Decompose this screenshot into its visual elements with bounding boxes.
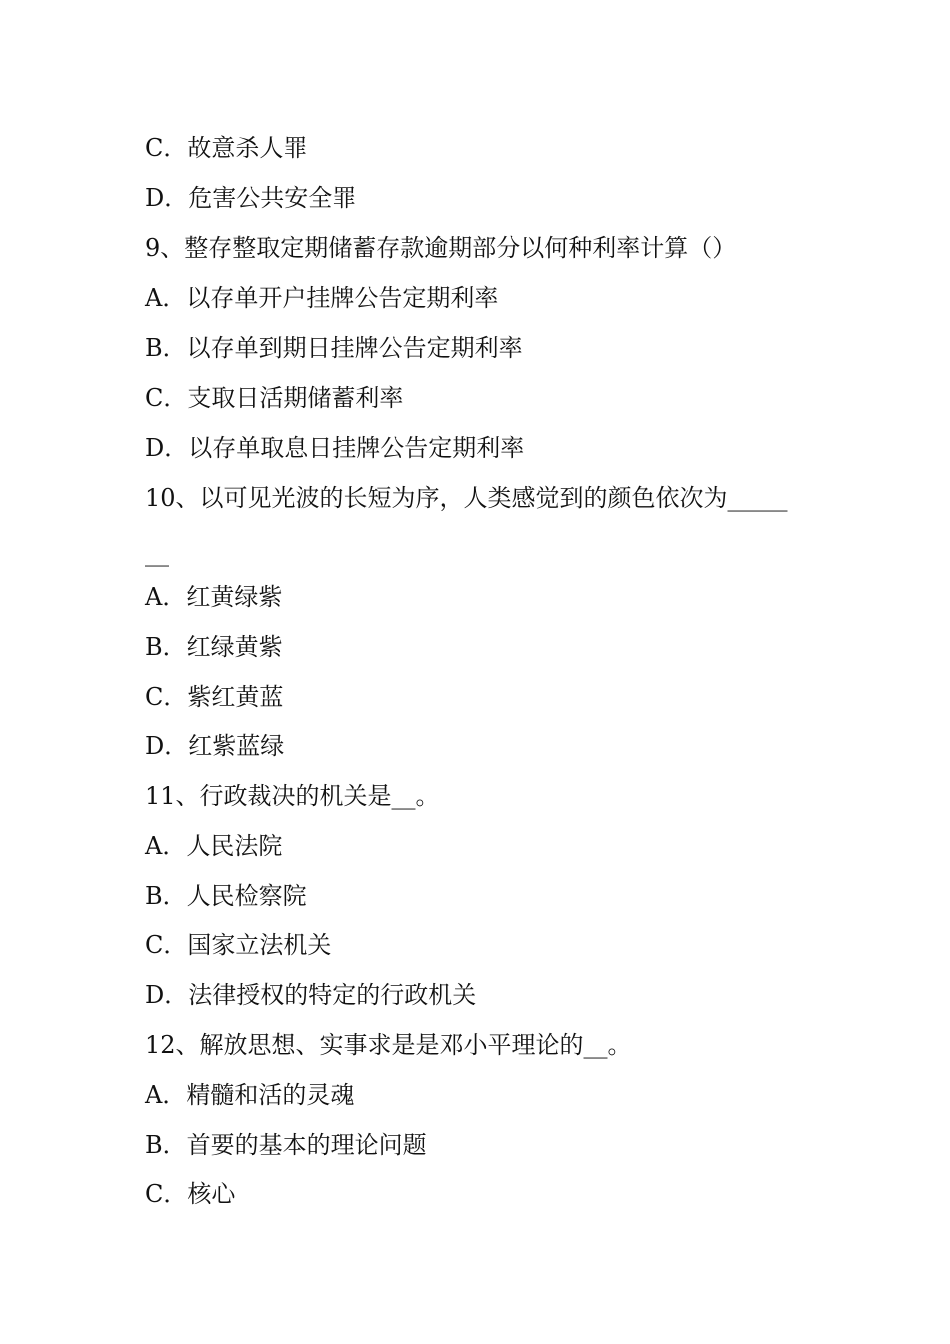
option-line: C．紫红黄蓝 bbox=[145, 683, 284, 711]
option-line: D．红紫蓝绿 bbox=[145, 732, 285, 760]
question-line: 12、解放思想、实事求是是邓小平理论的__。 bbox=[145, 1031, 632, 1059]
option-line: B．以存单到期日挂牌公告定期利率 bbox=[145, 334, 523, 362]
question-line-continuation: __ bbox=[145, 539, 169, 567]
option-line: C．支取日活期储蓄利率 bbox=[145, 384, 404, 412]
question-line: 11、行政裁决的机关是__。 bbox=[145, 782, 440, 810]
option-line: A．红黄绿紫 bbox=[145, 583, 283, 611]
option-line: B．人民检察院 bbox=[145, 882, 307, 910]
question-line: 9、整存整取定期储蓄存款逾期部分以何种利率计算（） bbox=[145, 234, 737, 262]
option-line: D．以存单取息日挂牌公告定期利率 bbox=[145, 434, 525, 462]
option-line: C．国家立法机关 bbox=[145, 931, 332, 959]
option-line: D．危害公共安全罪 bbox=[145, 184, 357, 212]
option-line: B．红绿黄紫 bbox=[145, 633, 283, 661]
option-line: C．核心 bbox=[145, 1180, 236, 1208]
option-line: A．人民法院 bbox=[145, 832, 283, 860]
option-line: D．法律授权的特定的行政机关 bbox=[145, 981, 477, 1009]
option-line: C．故意杀人罪 bbox=[145, 134, 308, 162]
option-line: A．以存单开户挂牌公告定期利率 bbox=[145, 284, 499, 312]
option-line: B．首要的基本的理论问题 bbox=[145, 1131, 427, 1159]
question-line: 10、以可见光波的长短为序，人类感觉到的颜色依次为_____ bbox=[145, 484, 788, 512]
option-line: A．精髓和活的灵魂 bbox=[145, 1081, 355, 1109]
